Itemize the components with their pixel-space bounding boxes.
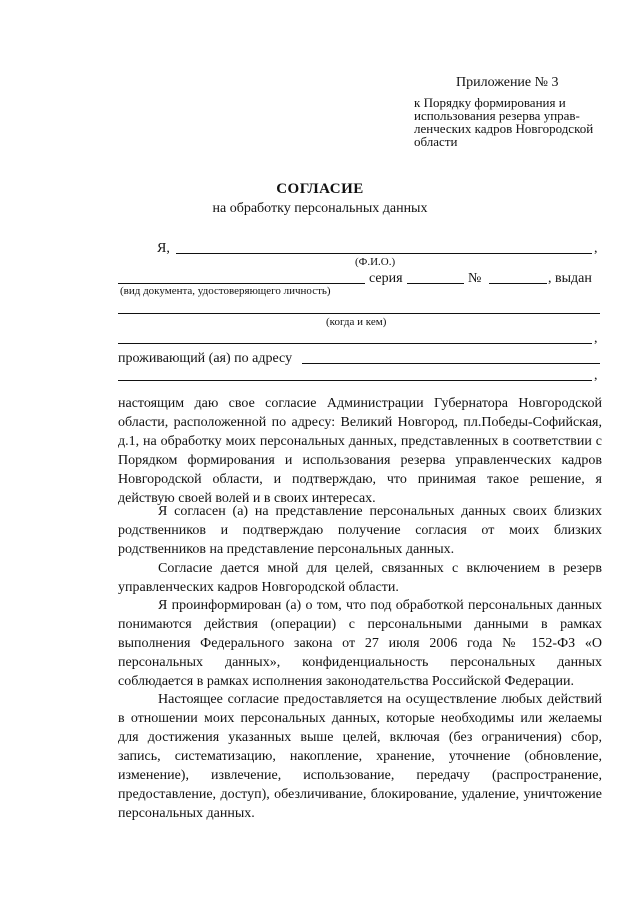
i-label: Я, [157,241,170,256]
address-label: проживающий (ая) по адресу [118,351,293,366]
comma: , [594,241,598,256]
comma: , [594,331,598,346]
fio-caption: (Ф.И.О.) [355,256,396,268]
appendix-reference [414,96,614,148]
appendix-title: Приложение № 3 [456,75,559,90]
document-type-field[interactable] [118,283,365,284]
paragraph-text: Я согласен (а) на представление персональных данных своих близких родственников и подтверждаю получение согласия от моих близких родственников на представление персональных данных. [118,504,602,557]
paragraph-text: Я проинформирован (а) о том, что под обработкой персональных данных понимаются действия (операции) с персональными данными в рамках выполнения Федерального закона от 27 июля 2006 года № 152-ФЗ «О персональных данных», конфиденциальность персональных данных соблюдается в рамках исполнения законодательства Российской Федерации. [118,598,602,689]
paragraph-text: настоящим даю свое согласие Администрации Губернатора Новгородской области, расположенной по адресу: Великий Новгород, пл.Победы-Софийская, д.1, на обработку моих персональных данных, представленных в соответствии с Порядком формирования и использования резерва управленческих кадров Новгородской области, и подтверждаю, что принимая такое решение, я действую своей волей и в своих интересах. [118,396,602,506]
relatives-paragraph [118,502,602,559]
address-field[interactable] [302,363,600,364]
information-paragraph [118,596,602,691]
issued-label: , выдан [548,271,592,286]
appendix-line: использования резерва управ- [414,108,580,123]
paragraph-text: Согласие дается мной для целей, связанных с включением в резерв управленческих кадров Новгородской области. [118,561,602,595]
issued-when-field[interactable] [118,313,600,314]
consent-paragraph [118,394,602,508]
series-field[interactable] [407,283,464,284]
document-subtitle: на обработку персональных данных [212,201,428,216]
number-field[interactable] [489,283,547,284]
issued-by-field[interactable] [118,343,592,344]
series-label: серия [369,271,403,286]
document-title: СОГЛАСИЕ [276,181,364,197]
number-label: № [468,271,482,286]
fio-field[interactable] [176,253,592,254]
address-continuation-field[interactable] [118,380,592,381]
when-caption: (когда и кем) [326,316,387,328]
paragraph-text: Настоящее согласие предоставляется на осуществление любых действий в отношении моих персональных данных, которые необходимы или желаемы для достижения указанных выше целей, включая (без ограничения) сбор, запись, систематизацию, накопление, хранение, уточнение (обновление, изменение), извлечение, использование, передачу (распространение, предоставление, доступ), обезличивание, блокирование, удаление, уничтожение персональных данных. [118,692,602,821]
purpose-paragraph [118,559,602,597]
appendix-line: области [414,134,458,149]
appendix-line: ленческих кадров Новгородской [414,121,594,136]
appendix-line: к Порядку формирования и [414,95,566,110]
document-caption: (вид документа, удостоверяющего личность) [120,285,331,297]
actions-paragraph [118,690,602,823]
comma: , [594,368,598,383]
